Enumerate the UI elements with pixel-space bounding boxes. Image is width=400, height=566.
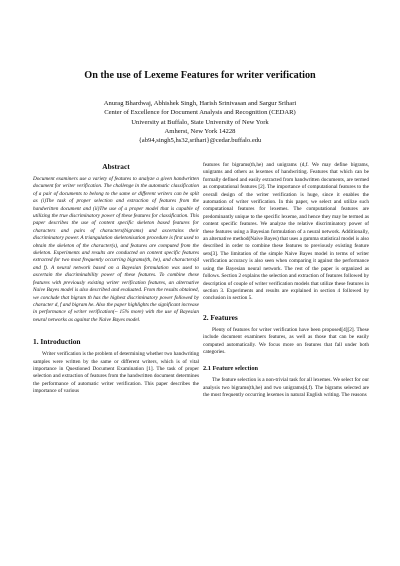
introduction-heading: 1. Introduction <box>33 337 81 347</box>
left-column <box>33 162 199 396</box>
author-block <box>0 99 400 145</box>
author-university: University at Buffalo, State University of New York <box>131 118 269 126</box>
author-names: Anurag Bhardwaj, Abhishek Singh, Harish Srinivasan and Sargur Srihari <box>103 100 297 107</box>
features-text: Plenty of features for writer verification have been proposed[4][2]. These include document examiners features, as well as those that can be easily computed automatically. We focus more on features that fall under both categories. <box>203 326 369 355</box>
author-address: Amherst, New York 14228 <box>164 127 236 135</box>
feature-selection-text: The feature selection is a non-trivial task for all lexemes. We select for our analysis two bigrams(th,he) and two unigrams(d,f). The bigrams selected are the most frequently occurring lexemes in natural English writing. The reasons <box>203 377 369 399</box>
author-emails: {ab94,singh5,hs32,srihari}@cedar.buffalo.edu <box>138 137 262 145</box>
abstract-text: Document examiners use a variety of features to analyze a given handwritten document for writer verification. The challenge in the automatic classification of a pair of documents to belong to the same or different writers can be split as (i)The task of proper selection and extraction of features from the handwritten document and (ii)The use of a proper model that is capable of utilizing the true discriminatory power of these features for classification. This paper describes the use of content specific skeleton based features for characters and pairs of characters(bigrams) and ascertains their discriminatory power. A triangulation skeletonisation procedure is first used to obtain the skeleton of the character(s), and features are computed from the skeleton. Experiments and results are conducted on content specific features extracted for two most frequently occurring bigrams(th, he), and characters(d and f). A neural network based on a Bayesian formulation was used to ascertain the discriminability power of these features. To combine these features with previously existing writer verification features, an alternative Naive Bayes model is also described and evaluated. From the results obtained, we conclude that bigram th has the highest discriminatory power followed by character d, f and bigram he. Also the paper highlights the significant increase in performance of writer verification(~ 15% more) with the use of Bayesian neural networks as against the Naive Bayes model. <box>33 176 199 323</box>
abstract-heading: Abstract <box>102 162 130 171</box>
introduction-text: Writer verification is the problem of determining whether two handwriting samples were written by the same or different writers, which is of vital importance in Questioned Document Examination [1]. The task of proper selection and extraction of features from the handwritten document determines the performance of automatic writer verification. This paper describes the importance of various <box>33 351 199 395</box>
feature-selection-heading: 2.1 Feature selection <box>203 365 258 373</box>
features-heading: 2. Features <box>203 312 238 322</box>
right-column <box>203 162 369 400</box>
introduction-continued-text: features for bigrams(th,he) and unigrams (d,f. We may define bigrams, unigrams and others as lexemes of handwriting. Features that which can be formally defined and easily extracted from handwritten documents, are termed as computational features [2]. The importance of computational features to the overall design of the writer verification is huge, since it enables the automation of writer verification. In this paper, we select and utilize such computational features for lexemes. The computational features are predominantly unique to the specific lexeme, and hence they may be termed as content specific features. We analyze the relative discriminatory power of these features using a Bayesian formulation of a neural network. Additionally, an alternative method(Naive Bayes) that uses a gamma statistical model is also described in order to combine these features to previously existing feature sets[3]. The limitation of the simple Naive Bayes model in terms of writer verification accuracy is also seen when comparing it against the performance using the Bayesian neural network. The rest of the paper is organized as follows. Section 2 explains the selection and extraction of features followed by description of couple of writer verification models that utilize these features in section 3. Experiments and results are explained in section 4 followed by conclusion in section 5. <box>203 162 369 302</box>
paper-title: On the use of Lexeme Features for writer verification <box>84 70 316 81</box>
author-affiliation: Center of Excellence for Document Analysis and Recognition (CEDAR) <box>104 109 296 117</box>
